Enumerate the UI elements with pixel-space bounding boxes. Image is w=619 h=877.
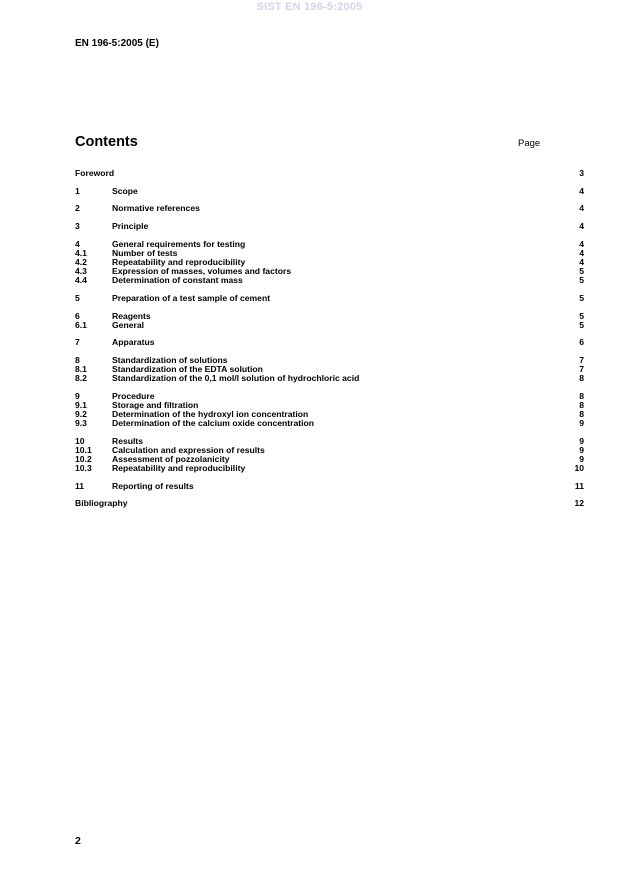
toc-entry-number: 1 xyxy=(75,186,80,196)
toc-entry-page: 4 xyxy=(579,257,584,267)
toc-entry-number: 9.1 xyxy=(75,400,87,410)
toc-entry-standardization-of-solutions[interactable] xyxy=(75,356,584,365)
toc-entry-number: 11 xyxy=(75,481,85,491)
toc-entry-page: 9 xyxy=(579,455,584,464)
toc-entry-page: 9 xyxy=(579,419,584,429)
toc-entry-bibliography[interactable] xyxy=(75,499,584,508)
toc-entry-number: 9.2 xyxy=(75,410,87,420)
toc-entry-number: 10.1 xyxy=(75,445,92,455)
page-number: 2 xyxy=(75,835,81,847)
toc-entry-title: Standardization of solutions xyxy=(112,355,228,365)
toc-entry-title: Repeatability and reproducibility xyxy=(112,257,246,267)
toc-entry-page: 8 xyxy=(579,400,584,410)
toc-entry-page: 8 xyxy=(579,374,584,384)
toc-entry-number: 10 xyxy=(75,436,85,446)
toc-entry-page: 7 xyxy=(579,355,584,365)
toc-entry-hcl-standardization[interactable] xyxy=(75,374,584,383)
toc-entry-reagents-general[interactable] xyxy=(75,321,584,330)
document-id-header: EN 196-5:2005 (E) xyxy=(75,38,159,49)
toc-entry-page: 5 xyxy=(579,311,584,321)
toc-entry-number: 4.3 xyxy=(75,267,87,277)
toc-entry-page: 4 xyxy=(579,204,584,214)
toc-entry-page: 10 xyxy=(574,464,584,474)
page-column-label: Page xyxy=(518,138,541,149)
toc-entry-preparation[interactable] xyxy=(75,294,584,303)
toc-entry-number: 8.2 xyxy=(75,374,87,384)
toc-entry-number: 4.4 xyxy=(75,276,87,286)
toc-entry-number: 4 xyxy=(75,239,80,249)
toc-entry-page: 4 xyxy=(579,239,584,249)
toc-entry-page: 11 xyxy=(574,481,584,491)
toc-entry-title: Reporting of results xyxy=(112,481,194,491)
toc-entry-storage-filtration[interactable] xyxy=(75,401,584,410)
toc-entry-title: Standardization of the EDTA solution xyxy=(112,365,263,375)
toc-entry-reagents[interactable] xyxy=(75,312,584,321)
toc-entry-constant-mass[interactable] xyxy=(75,276,584,285)
toc-entry-scope[interactable] xyxy=(75,187,584,196)
toc-entry-apparatus[interactable] xyxy=(75,338,584,347)
toc-entry-number: 3 xyxy=(75,222,80,232)
toc-entry-title: Preparation of a test sample of cement xyxy=(112,293,271,303)
toc-entry-title: Results xyxy=(112,436,144,446)
toc-entry-number: 2 xyxy=(75,204,80,214)
toc-entry-foreword[interactable] xyxy=(75,169,584,178)
toc-entry-title: Repeatability and reproducibility xyxy=(112,464,246,474)
toc-entry-results-repeatability[interactable] xyxy=(75,464,584,473)
toc-entry-page: 7 xyxy=(579,365,584,375)
toc-entry-number: 4.1 xyxy=(75,248,87,258)
toc-entry-number: 8.1 xyxy=(75,365,87,375)
toc-entry-title: Number of tests xyxy=(112,248,178,258)
toc-entry-title: Calculation and expression of results xyxy=(112,445,265,455)
watermark: SIST EN 196-5:2005 xyxy=(256,1,363,13)
toc-entry-hydroxyl-ion[interactable] xyxy=(75,410,584,419)
toc-entry-page: 5 xyxy=(579,293,584,303)
toc-entry-page: 8 xyxy=(579,391,584,401)
toc-entry-calculation[interactable] xyxy=(75,446,584,455)
toc-entry-page: 5 xyxy=(579,267,584,277)
toc-entry-calcium-oxide[interactable] xyxy=(75,419,584,428)
toc-entry-title: Reagents xyxy=(112,311,151,321)
toc-entry-pozzolanicity[interactable] xyxy=(75,455,584,464)
toc-entry-number: 5 xyxy=(75,293,80,303)
toc-entry-repeatability[interactable] xyxy=(75,258,584,267)
toc-entry-title: Scope xyxy=(112,186,138,196)
toc-entry-title: Normative references xyxy=(112,204,200,214)
toc-entry-number: 9 xyxy=(75,391,80,401)
toc-entry-title: Principle xyxy=(112,222,149,232)
toc-entry-title: Determination of constant mass xyxy=(112,276,243,286)
contents-heading: Contents xyxy=(75,134,138,150)
toc-entry-number: 10.2 xyxy=(75,455,92,464)
toc-entry-number: 10.3 xyxy=(75,464,92,474)
toc-entry-title: Storage and filtration xyxy=(112,400,199,410)
toc-entry-title: Assessment of pozzolanicity xyxy=(112,455,230,464)
toc-entry-page: 4 xyxy=(579,222,584,232)
toc-entry-title: Determination of the hydroxyl ion concentration xyxy=(112,410,309,420)
toc-entry-number: 7 xyxy=(75,338,80,348)
toc-entry-page: 9 xyxy=(579,445,584,455)
toc-entry-number: 6 xyxy=(75,311,80,321)
toc-entry-title: General requirements for testing xyxy=(112,239,246,249)
toc-entry-edta-standardization[interactable] xyxy=(75,365,584,374)
toc-entry-number: 8 xyxy=(75,355,80,365)
toc-entry-number: 6.1 xyxy=(75,320,87,330)
toc-entry-expression-of-masses[interactable] xyxy=(75,267,584,276)
toc-entry-normative-references[interactable] xyxy=(75,204,584,213)
toc-entry-page: 4 xyxy=(579,248,584,258)
toc-entry-page: 4 xyxy=(579,186,584,196)
toc-entry-reporting[interactable] xyxy=(75,482,584,491)
toc-entry-title: Foreword xyxy=(75,169,115,178)
toc-entry-page: 5 xyxy=(579,320,584,330)
toc-entry-number-of-tests[interactable] xyxy=(75,249,584,258)
toc-entry-page: 12 xyxy=(574,499,584,509)
toc-entry-number: 4.2 xyxy=(75,257,87,267)
toc-entry-page: 3 xyxy=(579,169,584,178)
toc-entry-number: 9.3 xyxy=(75,419,87,429)
toc-entry-title: General xyxy=(112,320,145,330)
toc-entry-page: 8 xyxy=(579,410,584,420)
table-of-contents xyxy=(75,169,584,509)
toc-entry-results[interactable] xyxy=(75,437,584,446)
toc-entry-procedure[interactable] xyxy=(75,392,584,401)
toc-entry-title: Standardization of the 0,1 mol/l solution of hydrochloric acid xyxy=(112,374,360,384)
toc-entry-general-requirements[interactable] xyxy=(75,240,584,249)
toc-entry-title: Procedure xyxy=(112,391,155,401)
toc-entry-page: 9 xyxy=(579,436,584,446)
toc-entry-page: 5 xyxy=(579,276,584,286)
toc-entry-title: Expression of masses, volumes and factors xyxy=(112,267,292,277)
toc-entry-page: 6 xyxy=(579,338,584,348)
toc-entry-title: Bibliography xyxy=(75,499,128,509)
toc-entry-title: Determination of the calcium oxide concentration xyxy=(112,419,314,429)
toc-entry-principle[interactable] xyxy=(75,222,584,231)
toc-entry-title: Apparatus xyxy=(112,338,155,348)
